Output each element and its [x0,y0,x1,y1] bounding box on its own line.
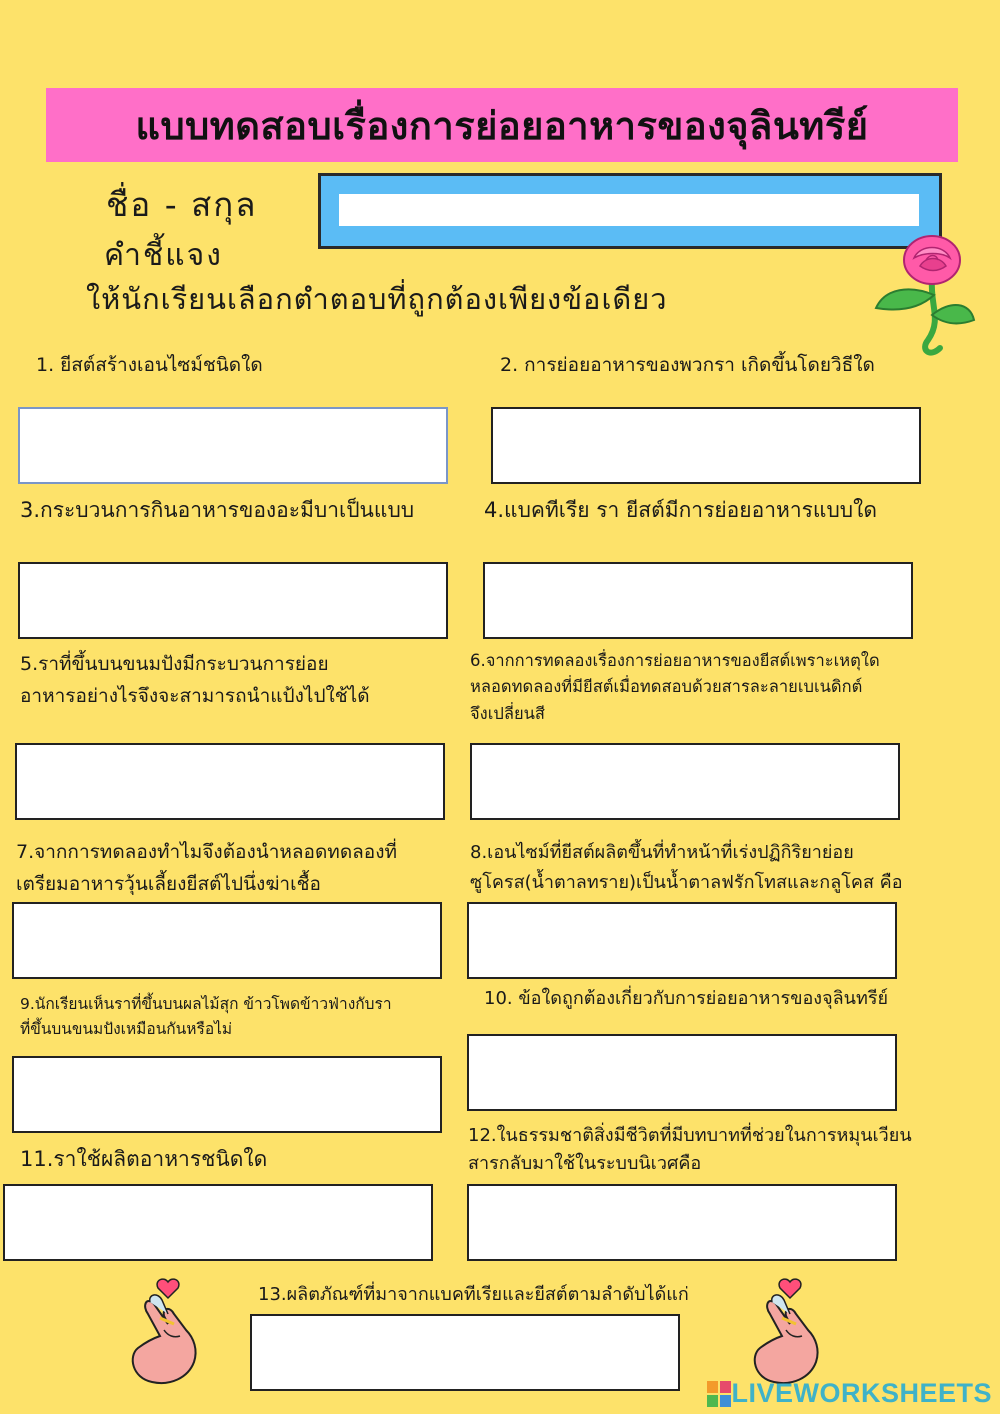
question-4: 4.แบคทีเรีย รา ยีสต์มีการย่อยอาหารแบบใด [484,498,877,522]
title-banner [46,88,958,162]
answer-9-input[interactable] [12,1056,442,1133]
instructions-text: ให้นักเรียนเลือกตำตอบที่ถูกต้องเพียงข้อเดียว [86,282,668,316]
logo-blocks-icon [707,1381,731,1407]
answer-10-input[interactable] [467,1034,897,1111]
answer-11-input[interactable] [3,1184,433,1261]
answer-13-input[interactable] [250,1314,680,1391]
page-title: แบบทดสอบเรื่องการย่อยอาหารของจุลินทรีย์ [135,103,869,148]
name-label: ชื่อ - สกุล [106,185,258,224]
rose-icon [870,230,980,365]
answer-3-input[interactable] [18,562,448,639]
question-13: 13.ผลิตภัณฑ์ที่มาจากแบคทีเรียและยีสต์ตามลำดับได้แก่ [258,1284,689,1305]
answer-6-input[interactable] [470,743,900,820]
answer-1-input[interactable] [18,407,448,484]
finger-heart-icon [746,1278,828,1390]
question-12: 12.ในธรรมชาติสิ่งมีชีวิตที่มีบทบาทที่ช่วยในการหมุนเวียน สารกลับมาใช้ในระบบนิเวศคือ [468,1125,912,1174]
question-3: 3.กระบวนการกินอาหารของอะมีบาเป็นแบบ [20,498,415,522]
answer-8-input[interactable] [467,902,897,979]
question-10: 10. ข้อใดถูกต้องเกี่ยวกับการย่อยอาหารของจุลินทรีย์ [484,988,889,1009]
liveworksheets-logo [707,1378,992,1409]
answer-7-input[interactable] [12,902,442,979]
finger-heart-icon [124,1278,206,1390]
question-7: 7.จากการทดลองทำไมจึงต้องนำหลอดทดลองที่ เตรียมอาหารวุ้นเลี้ยงยีสต์ไปนึ่งฆ่าเชื้อ [16,841,398,896]
answer-12-input[interactable] [467,1184,897,1261]
answer-5-input[interactable] [15,743,445,820]
question-6: 6.จากการทดลองเรื่องการย่อยอาหารของยีสต์เพราะเหตุใด หลอดทดลองที่มียีสต์เมื่อทดสอบด้วยสารละลายเบเนดิกต์ จึงเปลี่ยนสี [470,651,880,723]
answer-2-input[interactable] [491,407,921,484]
name-field-frame [318,173,942,249]
question-2: 2. การย่อยอาหารของพวกรา เกิดขึ้นโดยวิธีใด [500,354,875,376]
name-input[interactable] [339,194,919,226]
logo-text: LIVEWORKSHEETS [731,1378,992,1408]
question-9: 9.นักเรียนเห็นราที่ขึ้นบนผลไม้สุก ข้าวโพดข้าวฟ่างกับรา ที่ขึ้นบนขนมปังเหมือนกันหรือไม่ [20,995,392,1038]
question-5: 5.ราที่ขึ้นบนขนมปังมีกระบวนการย่อย อาหารอย่างไรจึงจะสามารถนำแป้งไปใช้ได้ [20,653,370,708]
question-1: 1. ยีสต์สร้างเอนไซม์ชนิดใด [36,354,263,376]
answer-4-input[interactable] [483,562,913,639]
question-11: 11.ราใช้ผลิตอาหารชนิดใด [20,1147,268,1171]
instructions-heading: คำชี้แจง [104,238,223,273]
question-8: 8.เอนไซม์ที่ยีสต์ผลิตขึ้นที่ทำหน้าที่เร่งปฏิกิริยาย่อย ซูโครส(น้ำตาลทราย)เป็นน้ำตาลฟรักโทสและกลูโคส คือ [470,842,903,893]
